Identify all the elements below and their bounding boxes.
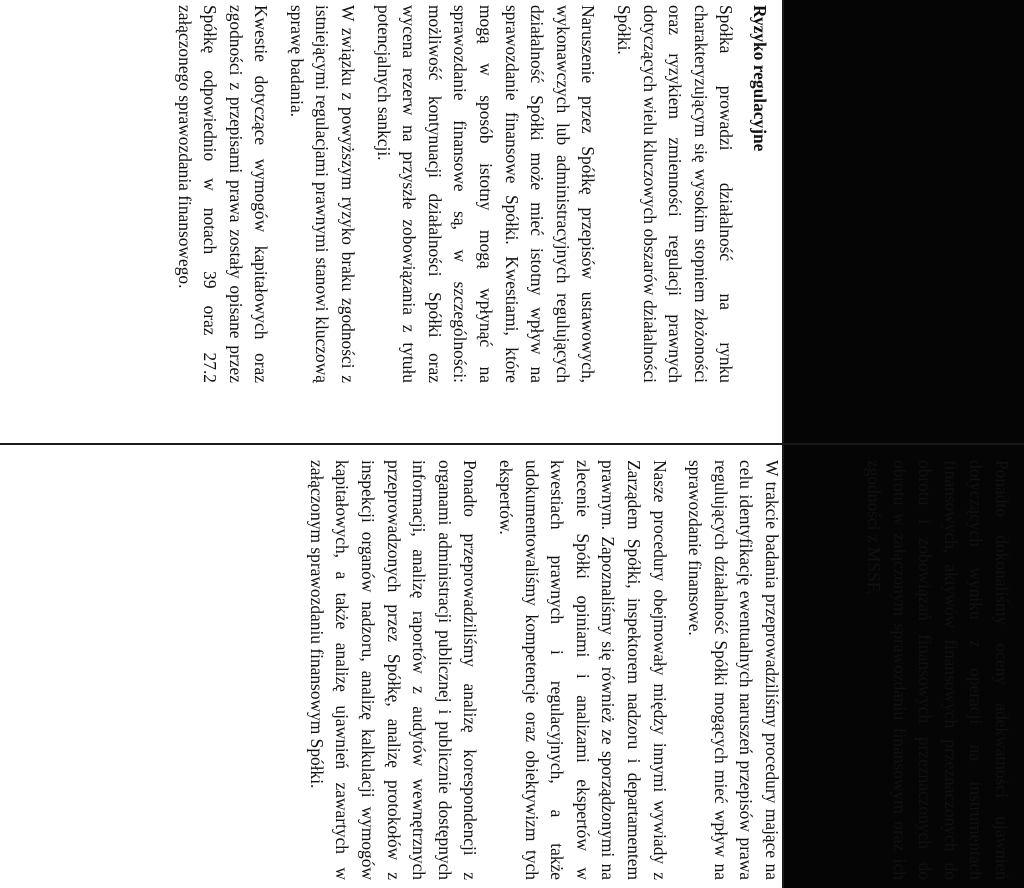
section-heading: Ryzyko regulacyjne <box>750 5 770 152</box>
paragraph: Naruszenie przez Spółkę przepisów ustawowych, wykonawczych lub administracyjnych regulujących działalność Spółki może mieć istotny wpływ na sprawozdanie finansowe Spółki. Kwestiami, które mogą w sposób istotny mogą wpłynąć na sprawozdanie finansowe są, w szczególności: możliwość kontynuacji działalności Spółki oraz wycena rezerw na przyszłe zobowiązania z tytułu potencjalnych sankcji. <box>373 5 599 383</box>
paragraph: W związku z powyższym ryzyko braku zgodności z istniejącymi regulacjami prawnymi stanowi kluczową sprawę badania. <box>286 5 359 383</box>
paragraph: Ponadto dokonaliśmy oceny adekwatności ujawnień dotyczących wyniku z operacji na instrumentach finansowych, aktywów finansowych przeznaczonych do obrotu i zobowiązań finansowych przeznaczonych do obrotu w załączonym sprawozdaniu finansowym oraz ich zgodności z MSSF. <box>864 460 1012 880</box>
paragraph: Nasze procedury obejmowały między innymi wywiady z Zarządem Spółki, inspektorem nadzoru i departamentem prawnym. Zapoznaliśmy się również ze sporządzonymi na zlecenie Spółki opiniami i analizami ekspertów w kwestiach prawnych i regulacyjnych, a także udokumentowaliśmy kompetencje oraz obiektywizm tych ekspertów. <box>496 460 670 880</box>
top-right-text-block <box>860 460 1014 880</box>
column-divider <box>0 443 1024 445</box>
paragraph: W trakcie badania przeprowadziliśmy procedury mające na celu identyfikację ewentualnych naruszeń przepisów prawa regulujących działalność Spółki mogących mieć wpływ na sprawozdanie finansowe. <box>685 460 782 880</box>
left-column <box>171 5 772 383</box>
paragraph: Spółka prowadzi działalność na rynku charakteryzującym się wysokim stopniem złożoności oraz ryzykiem zmienności regulacji prawnych dotyczących wielu kluczowych obszarów działalności Spółki. <box>614 5 737 383</box>
right-column <box>303 460 784 880</box>
paragraph: Ponadto przeprowadziliśmy analizę korespondencji z organami administracji publicznej i publicznie dostępnych informacji, analizę raportów z audytów wewnętrznych przeprowadzonych przez Spółkę, analizę protokołów z inspekcji organów nadzoru, analizę kalkulacji wymogów kapitałowych, a także analizę ujawnień zawartych w załączonym sprawozdaniu finansowym Spółki. <box>306 460 481 880</box>
paragraph: Kwestie dotyczące wymogów kapitałowych oraz zgodności z przepisami prawa zostały opisane przez Spółkę odpowiednio w notach 39 oraz 27.2 załączonego sprawozdania finansowego. <box>174 5 272 383</box>
